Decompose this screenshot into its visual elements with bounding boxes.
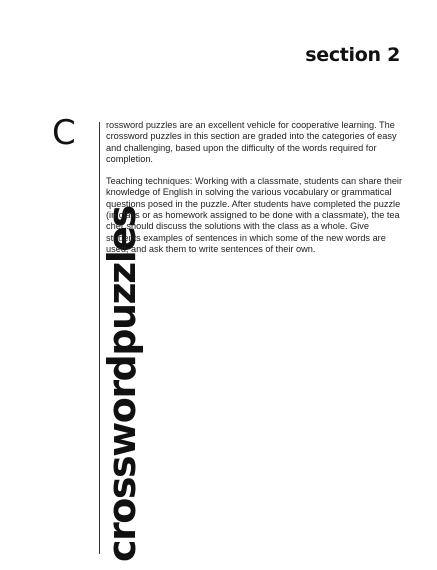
paragraph-intro: rossword puzzles are an excellent vehicle for cooperative learning. The crossword puzzles in this section are graded into the categories of easy and challenging, based upon the difficulty of the words required for completion. [106, 120, 397, 164]
body-text [106, 120, 406, 266]
paragraph-teaching-techniques: Teaching techniques: Working with a classmate, students can share their knowledge of English in solving the various vocabulary or grammatical questions posed in the puzzle. After students have completed the puzzle (in class or as homework assigned to be done with a classmate), the tea cher should discuss the solutions with the class as a whole. Give students examples of sentences in which some of the new words are used, and ask them to write sentences of their own. [106, 176, 403, 254]
section-heading: section 2 [305, 44, 400, 66]
vertical-title: crosswordpuzzles [100, 206, 144, 562]
drop-cap-letter: C [52, 113, 76, 153]
